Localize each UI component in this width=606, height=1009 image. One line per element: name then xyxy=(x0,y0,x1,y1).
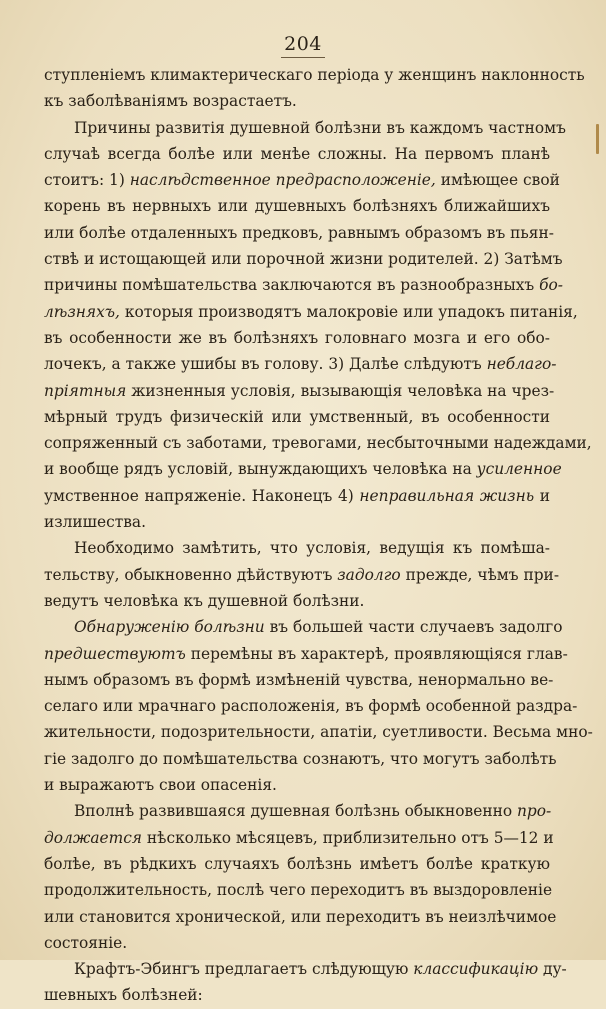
page-number: 204 xyxy=(0,33,606,58)
text-line xyxy=(44,588,550,614)
text-line xyxy=(44,141,550,167)
text-line xyxy=(44,904,557,930)
text-line xyxy=(44,562,560,588)
text-run: Необходимо замѣтить, что условія, ведущія къ помѣша- xyxy=(74,539,550,558)
text-run: нымъ образомъ въ формѣ измѣненій чувства, ненормально ве- xyxy=(44,670,554,689)
text-run: и выражаютъ свои опасенія. xyxy=(44,776,277,795)
text-line xyxy=(44,982,550,1008)
text-line xyxy=(44,430,592,456)
body-text xyxy=(44,62,593,1009)
text-line xyxy=(44,378,555,404)
text-run: селаго или мрачнаго расположенія, въ формѣ особенной раздра- xyxy=(44,697,578,716)
text-line xyxy=(44,641,568,667)
text-run: мѣрный трудъ физическій или умственный, въ особенности xyxy=(44,407,550,426)
text-run: и xyxy=(534,486,551,505)
text-run: или болѣе отдаленныхъ предковъ, равнымъ образомъ въ пьян- xyxy=(44,223,554,242)
text-line xyxy=(44,246,563,272)
italic-text: задолго xyxy=(337,565,401,584)
text-line xyxy=(44,88,550,114)
text-line xyxy=(44,299,578,325)
text-line xyxy=(44,825,554,851)
text-run: въ особенности же въ болѣзняхъ головнаго мозга и его обо- xyxy=(44,328,550,347)
text-run: стоитъ: 1) xyxy=(44,171,130,190)
text-run: или становится хронической, или переходитъ въ неизлѣчимое xyxy=(44,907,557,926)
text-run: ду- xyxy=(538,960,567,979)
text-line xyxy=(44,614,563,640)
text-line xyxy=(44,667,554,693)
italic-text: про- xyxy=(517,802,552,821)
text-run: нѣсколько мѣсяцевъ, приблизительно отъ 5—12 и xyxy=(142,828,554,847)
italic-text: предшествуютъ xyxy=(44,644,186,663)
text-run: излишества. xyxy=(44,513,146,532)
italic-text: должается xyxy=(44,828,143,847)
text-line xyxy=(44,509,550,535)
text-line xyxy=(44,220,554,246)
text-run: шевныхъ болѣзней: xyxy=(44,986,203,1005)
text-line xyxy=(44,62,585,88)
text-run: причины помѣшательства заключаются въ разнообразныхъ xyxy=(44,276,540,295)
italic-text: Обнаруженію болѣзни xyxy=(74,618,265,637)
text-line xyxy=(44,798,550,824)
italic-text: неблаго- xyxy=(486,355,557,374)
text-line xyxy=(44,877,553,903)
text-line xyxy=(44,930,550,956)
text-line xyxy=(44,693,578,719)
text-line xyxy=(44,272,563,298)
text-line xyxy=(44,193,550,219)
text-line xyxy=(44,535,550,561)
italic-text: неправильная жизнь xyxy=(359,486,535,505)
text-run: умственное напряженіе. Наконецъ 4) xyxy=(44,486,360,505)
text-line xyxy=(44,456,562,482)
text-run: Вполнѣ развившаяся душевная болѣзнь обыкновенно xyxy=(74,802,517,821)
text-run: къ заболѣваніямъ возрастаетъ. xyxy=(44,92,297,111)
text-run: имѣющее свой xyxy=(435,171,560,190)
text-run: состояніе. xyxy=(44,933,128,952)
italic-text: классификацію xyxy=(413,960,539,979)
text-run: болѣе, въ рѣдкихъ случаяхъ болѣзнь имѣетъ болѣе краткую xyxy=(44,854,550,873)
text-run: ведутъ человѣка къ душевной болѣзни. xyxy=(44,591,365,610)
text-run: тельству, обыкновенно дѣйствуютъ xyxy=(44,565,338,584)
text-run: корень въ нервныхъ или душевныхъ болѣзняхъ ближайшихъ xyxy=(44,197,550,216)
text-line xyxy=(44,483,550,509)
italic-text: лѣзняхъ, xyxy=(44,302,120,321)
italic-text: усиленное xyxy=(476,460,562,479)
text-run: перемѣны въ характерѣ, проявляющіяся глав- xyxy=(185,644,568,663)
text-run: ствѣ и истощающей или порочной жизни родителей. 2) Затѣмъ xyxy=(44,250,563,269)
text-run: жительности, подозрительности, апатіи, суетливости. Весьма мно- xyxy=(44,723,593,742)
text-run: въ большей части случаевъ задолго xyxy=(264,618,563,637)
text-line xyxy=(44,719,593,745)
italic-text: наслѣдственное предрасположеніе, xyxy=(129,171,436,190)
text-run: жизненныя условія, вызывающія человѣка на чрез- xyxy=(126,381,555,400)
text-line xyxy=(44,956,567,982)
text-line xyxy=(44,167,560,193)
text-run: сопряженный съ заботами, тревогами, несбыточными надеждами, xyxy=(44,434,592,453)
text-run: случаѣ всегда болѣе или менѣе сложны. На первомъ планѣ xyxy=(44,144,550,163)
text-line xyxy=(44,851,550,877)
text-line xyxy=(44,115,566,141)
text-line xyxy=(44,351,557,377)
text-run: Причины развитія душевной болѣзни въ каждомъ частномъ xyxy=(74,118,566,137)
margin-mark xyxy=(596,124,599,154)
text-run: лочекъ, а также ушибы въ голову. 3) Далѣе слѣдуютъ xyxy=(44,355,487,374)
text-line xyxy=(44,746,557,772)
text-line xyxy=(44,404,550,430)
text-line xyxy=(44,772,550,798)
text-run: и вообще рядъ условій, вынуждающихъ человѣка на xyxy=(44,460,477,479)
text-run: которыя производятъ малокровіе или упадокъ питанія, xyxy=(119,302,578,321)
text-run: прежде, чѣмъ при- xyxy=(400,565,560,584)
italic-text: бо- xyxy=(539,276,563,295)
text-run: гіе задолго до помѣшательства сознаютъ, что могутъ заболѣть xyxy=(44,749,557,768)
text-line xyxy=(44,325,550,351)
text-run: ступленіемъ климактерическаго періода у женщинъ наклонность xyxy=(44,66,585,84)
italic-text: пріятныя xyxy=(44,381,127,400)
text-run: Крафтъ-Эбингъ предлагаетъ слѣдующую xyxy=(74,960,414,979)
text-run: продолжительность, послѣ чего переходитъ въ выздоровленіе xyxy=(44,881,553,900)
